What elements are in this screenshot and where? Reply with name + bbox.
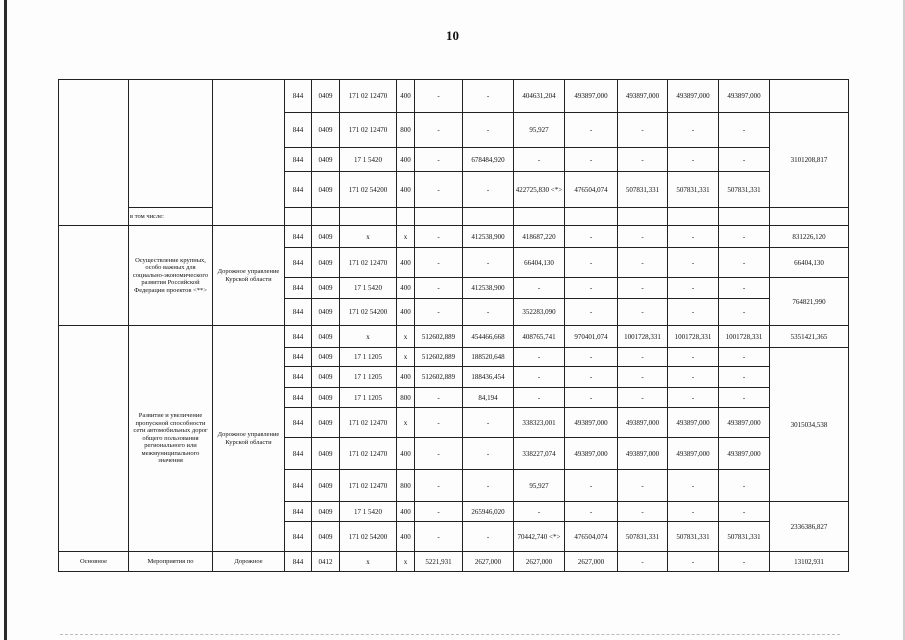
table-cell: - xyxy=(719,248,770,278)
table-cell: 493897,000 xyxy=(565,80,618,113)
cell-blank xyxy=(770,208,849,226)
table-cell: 17 1 1205 xyxy=(340,388,397,408)
table-cell: - xyxy=(415,388,463,408)
table-cell: 66404,130 xyxy=(514,248,565,278)
table-cell: 844 xyxy=(285,113,312,148)
table-cell: 844 xyxy=(285,148,312,172)
label-dorozhnoe: Дорожное xyxy=(213,552,285,572)
table-cell: 0409 xyxy=(312,367,340,388)
table-cell: 844 xyxy=(285,172,312,208)
table-cell: - xyxy=(565,299,618,326)
table-cell: 13102,931 xyxy=(770,552,849,572)
table-row xyxy=(59,326,849,348)
table-cell: 844 xyxy=(285,348,312,367)
table-cell: - xyxy=(618,148,668,172)
table-cell: 17 1 1205 xyxy=(340,348,397,367)
table-cell: 400 xyxy=(397,502,415,522)
table-cell: 844 xyxy=(285,522,312,552)
table-cell: - xyxy=(463,522,514,552)
cell-blank xyxy=(565,208,618,226)
table-cell: - xyxy=(719,367,770,388)
table-cell: 400 xyxy=(397,248,415,278)
table-cell: - xyxy=(463,80,514,113)
table-cell: 0409 xyxy=(312,470,340,502)
table-cell: - xyxy=(618,502,668,522)
table-cell: 0409 xyxy=(312,113,340,148)
table-cell: - xyxy=(668,502,719,522)
table-cell: 0409 xyxy=(312,148,340,172)
table-cell: - xyxy=(463,113,514,148)
table-cell: 1001728,331 xyxy=(719,326,770,348)
table-cell: 95,927 xyxy=(514,113,565,148)
label-project: Осуществление крупных, особо важных для социально-экономического развития Российской Федерации проектов <**> xyxy=(129,226,213,326)
table-cell: 493897,000 xyxy=(719,438,770,470)
cell-blank xyxy=(668,208,719,226)
table-cell: 0409 xyxy=(312,172,340,208)
table-cell: 0409 xyxy=(312,348,340,367)
table-cell: 844 xyxy=(285,299,312,326)
table-cell: - xyxy=(719,552,770,572)
table-cell: 412538,900 xyxy=(463,278,514,299)
table-cell: 400 xyxy=(397,367,415,388)
cell-blank xyxy=(59,226,129,326)
table-cell: - xyxy=(514,367,565,388)
budget-table xyxy=(58,79,849,572)
table-cell: x xyxy=(340,326,397,348)
table-cell: - xyxy=(668,148,719,172)
table-cell: - xyxy=(514,348,565,367)
table-cell: 422725,830 <*> xyxy=(514,172,565,208)
table-cell: 265946,020 xyxy=(463,502,514,522)
table-cell: 493897,000 xyxy=(668,438,719,470)
table-cell: - xyxy=(565,388,618,408)
table-cell: 0409 xyxy=(312,326,340,348)
table-cell: 171 02 12470 xyxy=(340,113,397,148)
table-cell: 17 1 5420 xyxy=(340,148,397,172)
cell-blank xyxy=(285,208,312,226)
cell-blank xyxy=(514,208,565,226)
table-cell: - xyxy=(415,470,463,502)
table-cell: x xyxy=(397,552,415,572)
table-cell: 493897,000 xyxy=(668,408,719,438)
table-cell: x xyxy=(340,552,397,572)
table-cell: x xyxy=(397,326,415,348)
scan-edge-left xyxy=(4,0,7,640)
cell-blank xyxy=(340,208,397,226)
table-cell: 404631,204 xyxy=(514,80,565,113)
table-cell: 0409 xyxy=(312,226,340,248)
table-cell: 493897,000 xyxy=(668,80,719,113)
table-cell: - xyxy=(415,522,463,552)
table-cell: 400 xyxy=(397,522,415,552)
table-cell: - xyxy=(668,552,719,572)
table-row-in-that-number xyxy=(59,208,849,226)
table-cell: 493897,000 xyxy=(618,438,668,470)
table-cell: 678484,920 xyxy=(463,148,514,172)
table-cell: - xyxy=(719,113,770,148)
merged-total: 764821,990 xyxy=(770,278,849,326)
table-cell: - xyxy=(565,470,618,502)
label-osnovnoe: Основное xyxy=(59,552,129,572)
table-cell: - xyxy=(618,367,668,388)
merged-total: 2336386,827 xyxy=(770,502,849,552)
table-cell: 2627,000 xyxy=(514,552,565,572)
table-cell: - xyxy=(618,470,668,502)
table-cell: 844 xyxy=(285,367,312,388)
table-cell: 844 xyxy=(285,502,312,522)
table-cell: 400 xyxy=(397,278,415,299)
table-cell: 188436,454 xyxy=(463,367,514,388)
table-cell: - xyxy=(463,408,514,438)
table-cell: - xyxy=(463,248,514,278)
table-cell: 0409 xyxy=(312,522,340,552)
table-cell: - xyxy=(668,226,719,248)
table-cell: 476504,074 xyxy=(565,172,618,208)
table-cell: 188520,648 xyxy=(463,348,514,367)
table-cell: 970401,074 xyxy=(565,326,618,348)
table-cell: - xyxy=(463,172,514,208)
table-cell: 338323,001 xyxy=(514,408,565,438)
table-cell: 0409 xyxy=(312,248,340,278)
table-cell: 493897,000 xyxy=(565,438,618,470)
table-cell: 844 xyxy=(285,388,312,408)
table-cell: - xyxy=(415,226,463,248)
table-cell: 800 xyxy=(397,470,415,502)
table-cell: 454466,668 xyxy=(463,326,514,348)
cell-blank xyxy=(59,80,129,226)
table-cell: 171 02 12470 xyxy=(340,408,397,438)
table-cell: - xyxy=(514,148,565,172)
table-cell: - xyxy=(514,388,565,408)
table-cell: 831226,120 xyxy=(770,226,849,248)
table-cell: - xyxy=(668,299,719,326)
table-cell: 84,194 xyxy=(463,388,514,408)
table-cell: 512602,889 xyxy=(415,348,463,367)
table-cell: - xyxy=(415,502,463,522)
table-cell: 0409 xyxy=(312,502,340,522)
cell-blank xyxy=(770,80,849,113)
table-cell: 476504,074 xyxy=(565,522,618,552)
table-cell: - xyxy=(565,148,618,172)
table-cell: - xyxy=(719,278,770,299)
table-cell: 171 02 54200 xyxy=(340,522,397,552)
table-cell: - xyxy=(719,226,770,248)
table-cell: - xyxy=(565,226,618,248)
table-cell: - xyxy=(463,438,514,470)
table-cell: - xyxy=(415,438,463,470)
table-cell: 0409 xyxy=(312,80,340,113)
scan-artifact-line xyxy=(60,634,840,636)
table-cell: - xyxy=(415,299,463,326)
table-cell: - xyxy=(719,299,770,326)
table-cell: - xyxy=(415,408,463,438)
table-cell: 844 xyxy=(285,552,312,572)
table-cell: - xyxy=(618,248,668,278)
table-cell: - xyxy=(668,348,719,367)
table-cell: 2627,000 xyxy=(463,552,514,572)
table-cell: 507831,331 xyxy=(668,522,719,552)
label-meropriyatiya: Мероприятия по xyxy=(129,552,213,572)
table-cell: - xyxy=(618,552,668,572)
table-cell: x xyxy=(340,226,397,248)
table-cell: - xyxy=(668,278,719,299)
table-cell: - xyxy=(719,348,770,367)
table-cell: 400 xyxy=(397,148,415,172)
table-cell: 493897,000 xyxy=(618,80,668,113)
table-cell: 171 02 12470 xyxy=(340,438,397,470)
cell-blank xyxy=(213,80,285,226)
table-cell: - xyxy=(415,148,463,172)
table-cell: - xyxy=(565,113,618,148)
table-cell: 507831,331 xyxy=(668,172,719,208)
table-cell: 418687,220 xyxy=(514,226,565,248)
table-cell: 507831,331 xyxy=(719,172,770,208)
table-cell: - xyxy=(719,470,770,502)
label-admin: Дорожное управление Курской области xyxy=(213,326,285,552)
table-cell: - xyxy=(565,278,618,299)
table-cell: - xyxy=(668,248,719,278)
table-cell: - xyxy=(415,278,463,299)
table-cell: 17 1 1205 xyxy=(340,367,397,388)
label-development: Развитие и увеличение пропускной способности сети автомобильных дорог общего пользования регионального или межмуниципального значения xyxy=(129,326,213,552)
table-cell: 400 xyxy=(397,172,415,208)
table-cell: 493897,000 xyxy=(719,408,770,438)
cell-blank xyxy=(312,208,340,226)
table-cell: 66404,130 xyxy=(770,248,849,278)
merged-total: 3101208,817 xyxy=(770,113,849,208)
table-cell: - xyxy=(565,367,618,388)
table-cell: - xyxy=(415,172,463,208)
table-cell: 507831,331 xyxy=(618,172,668,208)
table-cell: 400 xyxy=(397,438,415,470)
table-cell: 0412 xyxy=(312,552,340,572)
table-cell: 171 02 12470 xyxy=(340,470,397,502)
table-cell: 5351421,365 xyxy=(770,326,849,348)
table-cell: 493897,000 xyxy=(618,408,668,438)
table-cell: - xyxy=(565,348,618,367)
table-cell: 1001728,331 xyxy=(618,326,668,348)
table-cell: 171 02 12470 xyxy=(340,248,397,278)
table-cell: x xyxy=(397,348,415,367)
table-cell: 2627,000 xyxy=(565,552,618,572)
cell-blank xyxy=(415,208,463,226)
table-cell: - xyxy=(719,388,770,408)
table-cell: 0409 xyxy=(312,408,340,438)
page-number: 10 xyxy=(446,28,459,43)
cell-blank xyxy=(397,208,415,226)
table-cell: 1001728,331 xyxy=(668,326,719,348)
table-cell: 70442,740 <*> xyxy=(514,522,565,552)
table-cell: 512602,889 xyxy=(415,367,463,388)
table-cell: x xyxy=(397,408,415,438)
table-cell: - xyxy=(415,248,463,278)
table-cell: 800 xyxy=(397,388,415,408)
table-cell: 507831,331 xyxy=(618,522,668,552)
table-cell: - xyxy=(565,502,618,522)
table-row xyxy=(59,552,849,572)
table-cell: 400 xyxy=(397,299,415,326)
table-cell: 512602,889 xyxy=(415,326,463,348)
table-cell: 352283,090 xyxy=(514,299,565,326)
table-cell: 17 1 5420 xyxy=(340,278,397,299)
table-cell: 171 02 54200 xyxy=(340,172,397,208)
table-cell: 95,927 xyxy=(514,470,565,502)
table-cell: - xyxy=(719,148,770,172)
table-cell: - xyxy=(618,348,668,367)
label-admin: Дорожное управление Курской области xyxy=(213,226,285,326)
table-cell: x xyxy=(397,226,415,248)
table-row xyxy=(59,80,849,113)
table-cell: 0409 xyxy=(312,299,340,326)
table-cell: 844 xyxy=(285,408,312,438)
table-cell: - xyxy=(668,470,719,502)
table-cell: - xyxy=(415,80,463,113)
table-cell: 800 xyxy=(397,113,415,148)
table-cell: - xyxy=(618,388,668,408)
table-cell: 400 xyxy=(397,80,415,113)
table-cell: 171 02 54200 xyxy=(340,299,397,326)
table-cell: 5221,931 xyxy=(415,552,463,572)
table-cell: 844 xyxy=(285,248,312,278)
table-cell: 408765,741 xyxy=(514,326,565,348)
table-cell: - xyxy=(565,248,618,278)
table-cell: - xyxy=(719,502,770,522)
cell-blank xyxy=(129,80,213,208)
table-cell: - xyxy=(463,299,514,326)
table-cell: - xyxy=(668,367,719,388)
table-cell: - xyxy=(618,278,668,299)
table-cell: 493897,000 xyxy=(565,408,618,438)
cell-blank xyxy=(59,326,129,552)
table-cell: 0409 xyxy=(312,278,340,299)
label-in-that-number: в том числе: xyxy=(129,208,213,226)
table-cell: 844 xyxy=(285,438,312,470)
table-cell: - xyxy=(415,113,463,148)
table-cell: 507831,331 xyxy=(719,522,770,552)
cell-blank xyxy=(463,208,514,226)
table-cell: - xyxy=(668,113,719,148)
table-cell: - xyxy=(463,470,514,502)
table-cell: 493897,000 xyxy=(719,80,770,113)
table-cell: 844 xyxy=(285,226,312,248)
table-cell: 844 xyxy=(285,470,312,502)
table-cell: - xyxy=(618,113,668,148)
table-cell: 171 02 12470 xyxy=(340,80,397,113)
table-cell: - xyxy=(514,278,565,299)
table-cell: 17 1 5420 xyxy=(340,502,397,522)
table-cell: 0409 xyxy=(312,438,340,470)
table-cell: - xyxy=(514,502,565,522)
table-cell: 844 xyxy=(285,278,312,299)
cell-blank xyxy=(618,208,668,226)
table-cell: 844 xyxy=(285,326,312,348)
table-row xyxy=(59,226,849,248)
merged-total: 3015034,538 xyxy=(770,348,849,502)
cell-blank xyxy=(719,208,770,226)
table-cell: 0409 xyxy=(312,388,340,408)
table-cell: 338227,074 xyxy=(514,438,565,470)
table-cell: - xyxy=(618,226,668,248)
table-cell: - xyxy=(668,388,719,408)
table-cell: 412538,900 xyxy=(463,226,514,248)
table-cell: - xyxy=(618,299,668,326)
table-cell: 844 xyxy=(285,80,312,113)
